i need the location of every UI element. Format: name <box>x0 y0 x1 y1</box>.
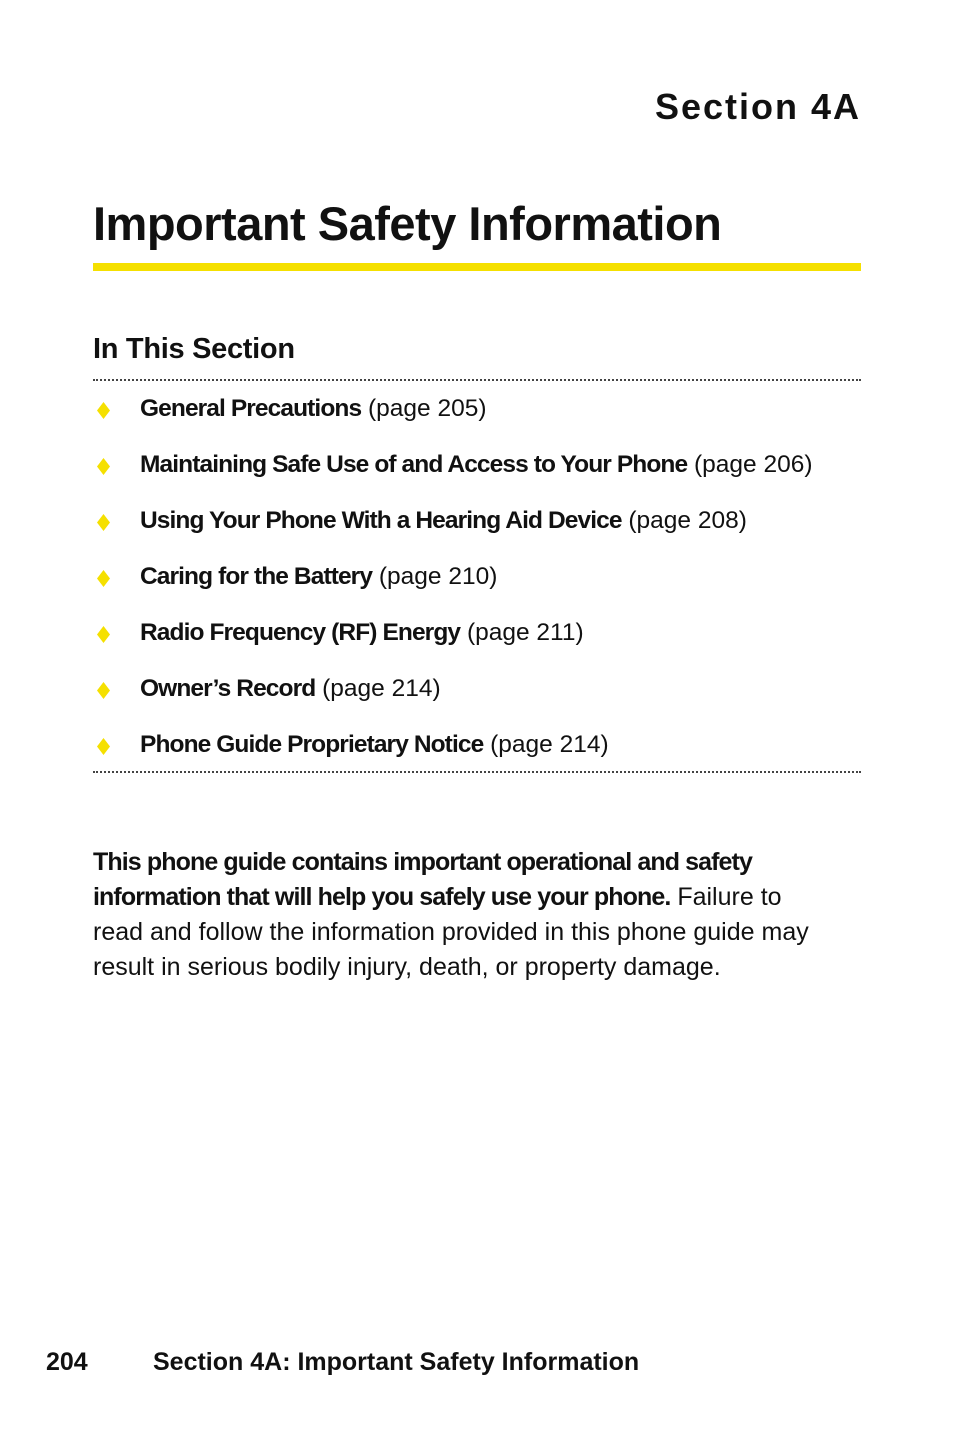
list-item[interactable] <box>93 668 861 724</box>
page-number: 204 <box>46 1348 88 1376</box>
list-item-title: General Precautions <box>140 395 362 422</box>
section-contents-list <box>93 388 861 780</box>
diamond-bullet-icon <box>97 682 110 699</box>
list-item[interactable] <box>93 556 861 612</box>
diamond-bullet-icon <box>97 570 110 587</box>
title-underline-rule <box>93 263 861 271</box>
list-item[interactable] <box>93 500 861 556</box>
list-item-title: Radio Frequency (RF) Energy <box>140 619 461 646</box>
list-item-page-ref: (page 211) <box>466 619 584 646</box>
list-item-page-ref: (page 214) <box>322 675 441 702</box>
list-item-title: Maintaining Safe Use of and Access to Your Phone <box>140 451 688 478</box>
list-item-page-ref: (page 214) <box>490 731 609 758</box>
page-footer <box>46 1348 639 1377</box>
running-title: Section 4A: Important Safety Information <box>153 1348 640 1376</box>
diamond-bullet-icon <box>97 514 110 531</box>
list-item-title: Caring for the Battery <box>140 563 373 590</box>
section-label: Section 4A <box>654 86 861 127</box>
list-item-title: Phone Guide Proprietary Notice <box>140 731 484 758</box>
list-item[interactable] <box>93 388 861 444</box>
list-item-page-ref: (page 210) <box>378 563 498 590</box>
list-item-page-ref: (page 208) <box>628 507 747 534</box>
page-title: Important Safety Information <box>93 197 722 250</box>
dotted-divider-bottom <box>93 771 861 773</box>
dotted-divider-top <box>93 379 861 381</box>
list-item-title: Owner’s Record <box>140 675 316 702</box>
in-this-section-heading: In This Section <box>93 333 295 365</box>
intro-lead-bold: This phone guide contains important operational and safety information that will help you safely use your phone. <box>93 848 752 911</box>
intro-text: Failure to read and follow the information provided in this phone guide may result in serious bodily injury, death, or property damage. <box>93 883 809 981</box>
diamond-bullet-icon <box>97 738 110 755</box>
list-item-page-ref: (page 205) <box>368 395 487 422</box>
list-item[interactable] <box>93 612 861 668</box>
diamond-bullet-icon <box>97 458 110 475</box>
list-item-page-ref: (page 206) <box>694 451 813 478</box>
diamond-bullet-icon <box>97 402 110 419</box>
diamond-bullet-icon <box>97 626 110 643</box>
intro-paragraph <box>93 845 813 985</box>
list-item-title: Using Your Phone With a Hearing Aid Device <box>140 507 622 534</box>
list-item[interactable] <box>93 444 861 500</box>
